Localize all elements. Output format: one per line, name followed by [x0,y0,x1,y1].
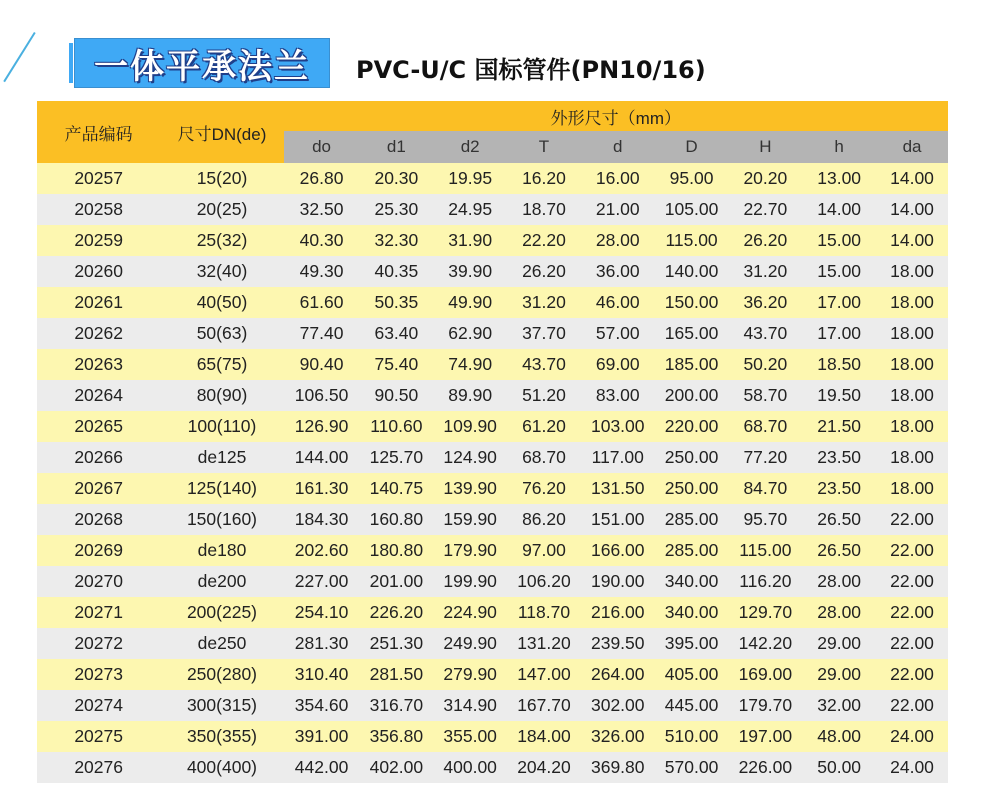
table-cell: 16.00 [581,163,655,194]
table-cell: 200(225) [160,597,283,628]
table-cell: 23.50 [802,442,876,473]
table-cell: 22.00 [876,597,948,628]
table-cell: 86.20 [507,504,581,535]
table-cell: 39.90 [433,256,507,287]
table-cell: de250 [160,628,283,659]
table-cell: 15.00 [802,225,876,256]
table-cell: 20.30 [359,163,433,194]
table-cell: 18.00 [876,380,948,411]
table-cell: 50.00 [802,752,876,783]
table-cell: 285.00 [655,504,729,535]
table-cell: 68.70 [507,442,581,473]
table-cell: 26.50 [802,535,876,566]
table-cell: 356.80 [359,721,433,752]
table-cell: 350(355) [160,721,283,752]
table-cell: 25(32) [160,225,283,256]
table-cell: 190.00 [581,566,655,597]
table-cell: 355.00 [433,721,507,752]
table-cell: 250(280) [160,659,283,690]
table-cell: 264.00 [581,659,655,690]
table-row [37,535,948,566]
table-cell: 31.90 [433,225,507,256]
table-cell: 326.00 [581,721,655,752]
table-cell: 285.00 [655,535,729,566]
table-cell: 61.20 [507,411,581,442]
table-cell: 83.00 [581,380,655,411]
table-cell: 57.00 [581,318,655,349]
table-cell: 61.60 [284,287,360,318]
table-cell: 402.00 [359,752,433,783]
table-cell: 18.70 [507,194,581,225]
table-cell: 115.00 [655,225,729,256]
table-cell: 32.50 [284,194,360,225]
table-cell: 142.20 [728,628,802,659]
table-cell: 22.00 [876,535,948,566]
table-cell: 36.20 [728,287,802,318]
table-cell: 125.70 [359,442,433,473]
table-cell: 40.35 [359,256,433,287]
table-cell: 150(160) [160,504,283,535]
table-cell: 14.00 [876,225,948,256]
subheader-d: D [655,131,729,163]
table-cell: 65(75) [160,349,283,380]
table-cell: 131.20 [507,628,581,659]
table-cell: 43.70 [507,349,581,380]
table-cell: 249.90 [433,628,507,659]
table-cell: 40.30 [284,225,360,256]
table-cell: 40(50) [160,287,283,318]
table-cell: 22.00 [876,628,948,659]
table-cell: 150.00 [655,287,729,318]
table-cell: 51.20 [507,380,581,411]
table-cell: 22.00 [876,690,948,721]
table-cell: 201.00 [359,566,433,597]
table-cell: 20264 [37,380,160,411]
table-cell: 20270 [37,566,160,597]
table-cell: 20257 [37,163,160,194]
table-cell: 510.00 [655,721,729,752]
table-cell: 20265 [37,411,160,442]
table-cell: 23.50 [802,473,876,504]
table-cell: 115.00 [728,535,802,566]
table-cell: 69.00 [581,349,655,380]
table-cell: 126.90 [284,411,360,442]
table-row [37,628,948,659]
table-cell: 24.95 [433,194,507,225]
table-cell: 90.50 [359,380,433,411]
table-cell: 31.20 [728,256,802,287]
table-cell: 95.70 [728,504,802,535]
table-row [37,566,948,597]
table-cell: 31.20 [507,287,581,318]
table-cell: 68.70 [728,411,802,442]
table-cell: 17.00 [802,287,876,318]
table-cell: 22.00 [876,659,948,690]
table-cell: 24.00 [876,752,948,783]
table-cell: 354.60 [284,690,360,721]
table-cell: 300(315) [160,690,283,721]
table-row [37,380,948,411]
table-cell: 18.00 [876,349,948,380]
subheader-d: d [581,131,655,163]
table-cell: 75.40 [359,349,433,380]
table-cell: 224.90 [433,597,507,628]
table-cell: 90.40 [284,349,360,380]
table-cell: 369.80 [581,752,655,783]
table-cell: 22.00 [876,566,948,597]
table-cell: 302.00 [581,690,655,721]
table-cell: 18.00 [876,411,948,442]
table-cell: 46.00 [581,287,655,318]
subheader-h: h [802,131,876,163]
decorative-slash [3,32,35,82]
table-row [37,256,948,287]
table-cell: 20275 [37,721,160,752]
table-cell: 144.00 [284,442,360,473]
table-cell: 140.00 [655,256,729,287]
table-cell: 445.00 [655,690,729,721]
table-cell: 13.00 [802,163,876,194]
table-cell: 279.90 [433,659,507,690]
table-cell: 340.00 [655,566,729,597]
table-cell: 197.00 [728,721,802,752]
table-cell: 184.30 [284,504,360,535]
table-cell: 74.90 [433,349,507,380]
table-cell: 251.30 [359,628,433,659]
table-cell: 110.60 [359,411,433,442]
table-cell: 400.00 [433,752,507,783]
table-cell: 340.00 [655,597,729,628]
table-cell: 28.00 [802,566,876,597]
table-cell: 185.00 [655,349,729,380]
table-cell: 43.70 [728,318,802,349]
table-cell: 200.00 [655,380,729,411]
table-cell: 20258 [37,194,160,225]
table-cell: 125(140) [160,473,283,504]
subheader-da: da [876,131,948,163]
table-cell: 405.00 [655,659,729,690]
table-cell: 18.00 [876,442,948,473]
table-row [37,597,948,628]
table-row [37,721,948,752]
table-cell: 26.20 [728,225,802,256]
table-cell: 570.00 [655,752,729,783]
table-cell: 20.20 [728,163,802,194]
table-cell: 239.50 [581,628,655,659]
table-cell: 139.90 [433,473,507,504]
table-cell: 20271 [37,597,160,628]
table-cell: 184.00 [507,721,581,752]
table-cell: 400(400) [160,752,283,783]
table-cell: 32.00 [802,690,876,721]
table-cell: 62.90 [433,318,507,349]
table-row [37,473,948,504]
table-cell: 20274 [37,690,160,721]
header-product-code: 产品编码 [37,101,160,163]
table-cell: 20269 [37,535,160,566]
table-cell: 48.00 [802,721,876,752]
table-cell: 109.90 [433,411,507,442]
table-cell: 28.00 [802,597,876,628]
table-cell: 199.90 [433,566,507,597]
table-cell: 106.20 [507,566,581,597]
table-cell: 29.00 [802,659,876,690]
table-cell: 166.00 [581,535,655,566]
table-row [37,411,948,442]
table-row [37,194,948,225]
table-cell: 21.50 [802,411,876,442]
table-cell: 169.00 [728,659,802,690]
table-cell: 22.00 [876,504,948,535]
table-row [37,752,948,783]
table-cell: 17.00 [802,318,876,349]
table-cell: 117.00 [581,442,655,473]
table-cell: 20260 [37,256,160,287]
table-cell: 80(90) [160,380,283,411]
table-cell: 19.95 [433,163,507,194]
table-cell: 314.90 [433,690,507,721]
table-cell: 18.00 [876,256,948,287]
table-cell: 20268 [37,504,160,535]
table-cell: 391.00 [284,721,360,752]
table-row [37,349,948,380]
table-cell: 25.30 [359,194,433,225]
table-cell: 49.90 [433,287,507,318]
table-cell: 16.20 [507,163,581,194]
table-cell: 395.00 [655,628,729,659]
table-row [37,442,948,473]
table-cell: 131.50 [581,473,655,504]
table-cell: 316.70 [359,690,433,721]
table-cell: 442.00 [284,752,360,783]
table-cell: 160.80 [359,504,433,535]
table-cell: 20263 [37,349,160,380]
table-cell: 32.30 [359,225,433,256]
table-row [37,659,948,690]
table-cell: 15(20) [160,163,283,194]
subheader-d2: d2 [433,131,507,163]
table-cell: de125 [160,442,283,473]
table-cell: 58.70 [728,380,802,411]
table-cell: 22.70 [728,194,802,225]
table-cell: 100(110) [160,411,283,442]
table-cell: 21.00 [581,194,655,225]
table-cell: 105.00 [655,194,729,225]
subheader-do: do [284,131,360,163]
table-cell: 147.00 [507,659,581,690]
table-cell: 15.00 [802,256,876,287]
table-cell: 281.50 [359,659,433,690]
table-cell: 77.20 [728,442,802,473]
table-cell: 76.20 [507,473,581,504]
table-cell: 216.00 [581,597,655,628]
table-cell: 20267 [37,473,160,504]
table-cell: 159.90 [433,504,507,535]
title-banner [74,38,330,88]
table-cell: 20273 [37,659,160,690]
table-cell: 151.00 [581,504,655,535]
table-cell: 89.90 [433,380,507,411]
table-row [37,287,948,318]
table-cell: 227.00 [284,566,360,597]
subheader-t: T [507,131,581,163]
table-cell: 20262 [37,318,160,349]
table-row [37,318,948,349]
table-cell: 310.40 [284,659,360,690]
page-subtitle: PVC-U/C 国标管件(PN10/16) [356,56,706,84]
table-cell: 167.70 [507,690,581,721]
table-cell: 37.70 [507,318,581,349]
subheader-d1: d1 [359,131,433,163]
table-cell: 124.90 [433,442,507,473]
table-cell: 97.00 [507,535,581,566]
table-cell: 50.35 [359,287,433,318]
table-cell: 103.00 [581,411,655,442]
table-cell: 26.20 [507,256,581,287]
table-cell: 20276 [37,752,160,783]
table-cell: 28.00 [581,225,655,256]
table-cell: 19.50 [802,380,876,411]
table-cell: 18.00 [876,318,948,349]
table-cell: 36.00 [581,256,655,287]
table-cell: 250.00 [655,473,729,504]
subheader-h: H [728,131,802,163]
table-cell: 63.40 [359,318,433,349]
table-cell: 14.00 [802,194,876,225]
table-cell: 116.20 [728,566,802,597]
table-cell: 202.60 [284,535,360,566]
table-cell: de200 [160,566,283,597]
table-cell: 118.70 [507,597,581,628]
table-cell: 179.70 [728,690,802,721]
header-row [37,101,948,131]
table-cell: 14.00 [876,194,948,225]
table-cell: 29.00 [802,628,876,659]
table-row [37,504,948,535]
table-cell: 49.30 [284,256,360,287]
table-cell: 250.00 [655,442,729,473]
table-cell: 129.70 [728,597,802,628]
table-cell: 14.00 [876,163,948,194]
table-cell: 32(40) [160,256,283,287]
table-cell: 220.00 [655,411,729,442]
table-cell: 165.00 [655,318,729,349]
table-row [37,163,948,194]
table-cell: 180.80 [359,535,433,566]
table-cell: 226.00 [728,752,802,783]
table-cell: 20(25) [160,194,283,225]
table-cell: 281.30 [284,628,360,659]
spec-table [37,101,948,783]
table-cell: 161.30 [284,473,360,504]
table-cell: 18.50 [802,349,876,380]
table-cell: 18.00 [876,473,948,504]
table-row [37,690,948,721]
table-cell: 50.20 [728,349,802,380]
table-cell: 26.50 [802,504,876,535]
table-cell: 77.40 [284,318,360,349]
table-cell: 24.00 [876,721,948,752]
table-body [37,163,948,783]
header-dimensions: 外形尺寸（mm） [284,101,948,131]
table-cell: de180 [160,535,283,566]
table-cell: 140.75 [359,473,433,504]
table-cell: 106.50 [284,380,360,411]
table-cell: 18.00 [876,287,948,318]
table-cell: 226.20 [359,597,433,628]
table-cell: 20272 [37,628,160,659]
table-cell: 50(63) [160,318,283,349]
header-size: 尺寸DN(de) [160,101,283,163]
table-cell: 26.80 [284,163,360,194]
table-cell: 204.20 [507,752,581,783]
table-cell: 254.10 [284,597,360,628]
table-cell: 84.70 [728,473,802,504]
table-row [37,225,948,256]
table-cell: 20261 [37,287,160,318]
table-cell: 179.90 [433,535,507,566]
table-cell: 95.00 [655,163,729,194]
table-cell: 20259 [37,225,160,256]
table-cell: 20266 [37,442,160,473]
table-cell: 22.20 [507,225,581,256]
page-title: 一体平承法兰 [94,46,310,87]
